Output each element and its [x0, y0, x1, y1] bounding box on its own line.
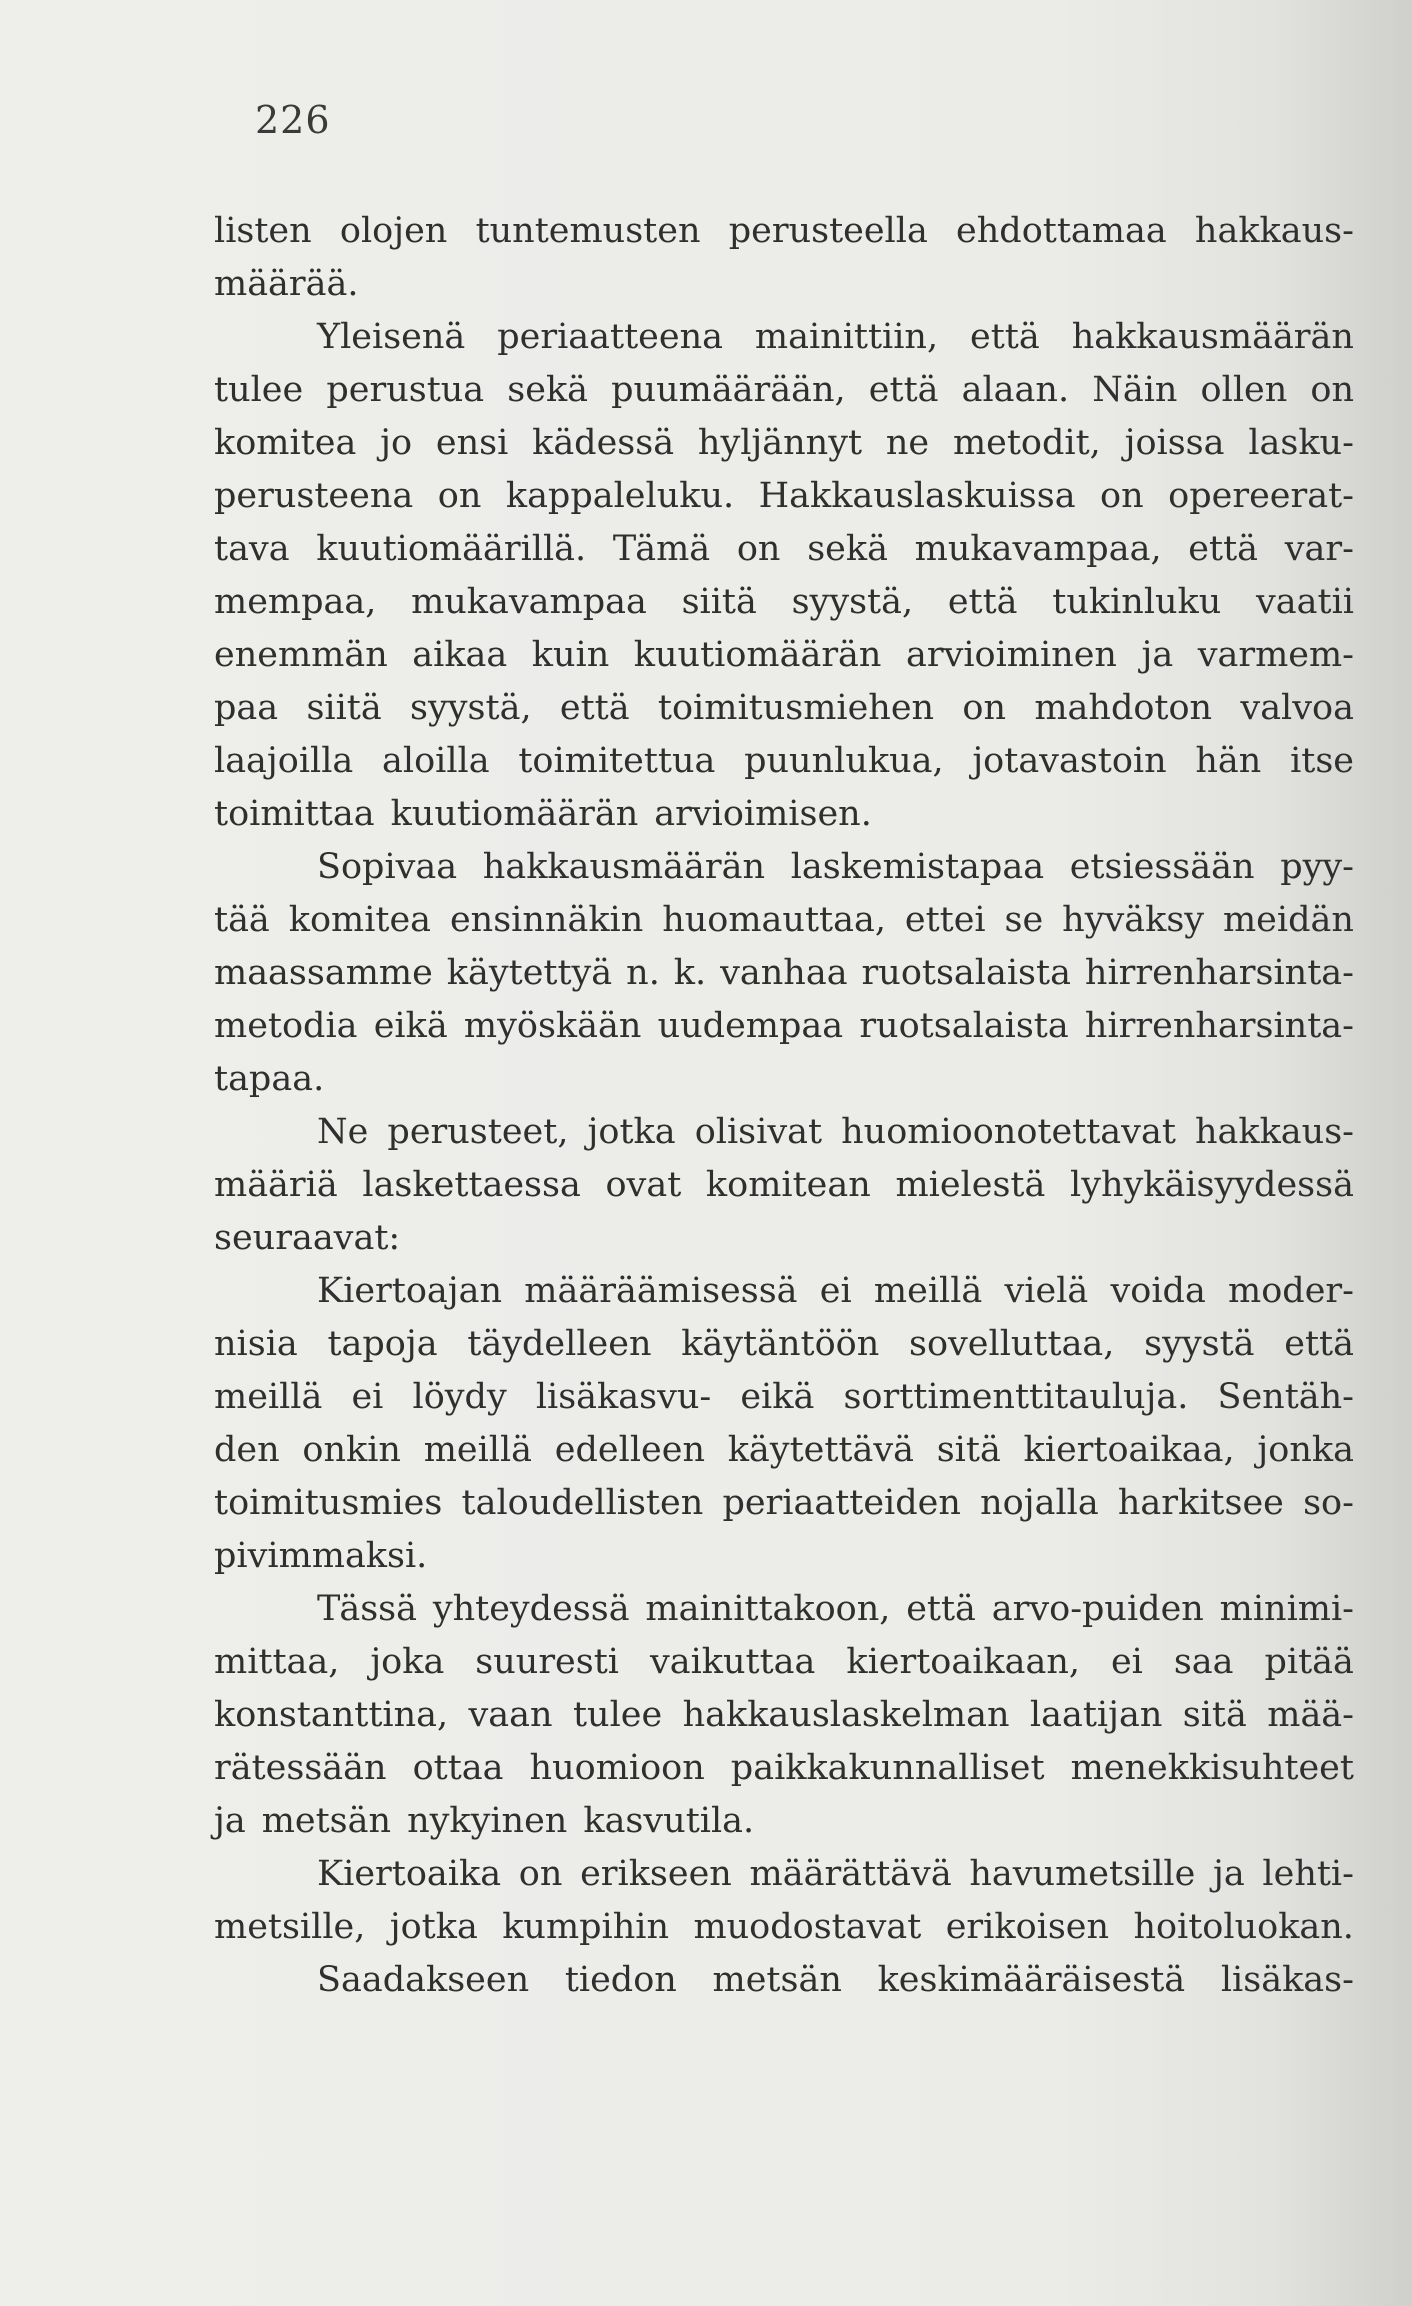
- word: sitä: [936, 1430, 1001, 1470]
- word: hakkaus-: [1194, 211, 1354, 251]
- word: lasku-: [1248, 423, 1354, 463]
- word: on: [518, 1854, 563, 1894]
- word: että: [1284, 1324, 1354, 1364]
- word: metodit,: [952, 423, 1101, 463]
- word: käytettävä: [727, 1430, 914, 1470]
- word: perusteet,: [387, 1112, 569, 1152]
- word: itse: [1290, 741, 1354, 781]
- word: olojen: [339, 211, 448, 251]
- word: mää-: [1267, 1695, 1354, 1735]
- word: ja: [214, 1801, 246, 1841]
- word: hän: [1195, 741, 1262, 781]
- text-line: [214, 364, 1354, 417]
- word: syystä,: [410, 688, 532, 728]
- word: mukavampaa: [411, 582, 647, 622]
- word: edelleen: [554, 1430, 705, 1470]
- word: se: [1004, 900, 1044, 940]
- word: ettei: [904, 900, 986, 940]
- word: kuin: [531, 635, 610, 675]
- word: yhteydessä: [432, 1589, 630, 1629]
- text-line: [214, 841, 1354, 894]
- text-line: [214, 1795, 1354, 1848]
- word: tiedon: [564, 1960, 677, 2000]
- text-line: [214, 417, 1354, 470]
- word: n.: [626, 953, 660, 993]
- word: toimitusmies: [214, 1483, 443, 1523]
- word: metsän: [712, 1960, 842, 2000]
- word: konstanttina,: [214, 1695, 449, 1735]
- word: eikä: [373, 1006, 448, 1046]
- text-line: [214, 1424, 1354, 1477]
- word: mempaa,: [214, 582, 377, 622]
- word: onkin: [302, 1430, 401, 1470]
- word: minimi-: [1219, 1589, 1354, 1629]
- word: on: [1100, 476, 1144, 516]
- text-line: [214, 258, 1354, 311]
- word: jonka: [1257, 1430, 1354, 1470]
- word: määrättävä: [749, 1854, 952, 1894]
- word: että: [559, 688, 630, 728]
- page-number: 226: [255, 98, 331, 142]
- word: Tässä: [317, 1589, 417, 1629]
- word: metsille,: [214, 1907, 366, 1947]
- word: lyhykäisyydessä: [1070, 1165, 1354, 1205]
- word: den: [214, 1430, 280, 1470]
- word: Kiertoaika: [317, 1854, 502, 1894]
- word: ja: [1213, 1854, 1245, 1894]
- word: ovat: [605, 1165, 682, 1205]
- text-line: [214, 1689, 1354, 1742]
- word: erikoisen: [945, 1907, 1110, 1947]
- word: Hakkauslaskuissa: [758, 476, 1076, 516]
- text-line: [214, 682, 1354, 735]
- word: meidän: [1222, 900, 1354, 940]
- word: tapoja: [327, 1324, 438, 1364]
- word: nisia: [214, 1324, 298, 1364]
- text-line: [214, 629, 1354, 682]
- word: puumäärään,: [611, 370, 846, 410]
- text-line: [214, 1053, 1354, 1106]
- word: uudempaa: [657, 1006, 844, 1046]
- word: on: [437, 476, 482, 516]
- word: harkitsee: [1117, 1483, 1284, 1523]
- word: hakkaus-: [1194, 1112, 1354, 1152]
- word: metsän: [261, 1801, 392, 1841]
- word: tulee: [214, 370, 304, 410]
- word: tukinluku: [1052, 582, 1222, 622]
- word: Saadakseen: [317, 1960, 530, 2000]
- word: mielestä: [895, 1165, 1046, 1205]
- word: kiertoaikaan,: [846, 1642, 1081, 1682]
- word: periaatteiden: [722, 1483, 961, 1523]
- word: muodostavat: [693, 1907, 922, 1947]
- word: että: [868, 370, 939, 410]
- word: hirrenharsinta-: [1084, 1006, 1354, 1046]
- word: Sopivaa: [317, 847, 458, 887]
- text-line: [214, 205, 1354, 258]
- word: mukavampaa,: [914, 529, 1162, 569]
- word: hakkauslaskelman: [682, 1695, 1010, 1735]
- word: kasvutila.: [583, 1801, 755, 1841]
- word: perusteella: [728, 211, 928, 251]
- word: var-: [1284, 529, 1354, 569]
- word: käytettyä: [446, 953, 613, 993]
- word: aikaa: [412, 635, 508, 675]
- word: varmem-: [1197, 635, 1354, 675]
- word: paa: [214, 688, 279, 728]
- word: erikseen: [580, 1854, 732, 1894]
- word: k.: [673, 953, 707, 993]
- word: arvioimisen.: [654, 794, 872, 834]
- word: perustua: [326, 370, 485, 410]
- word: ollen: [1200, 370, 1288, 410]
- word: menekkisuhteet: [1070, 1748, 1354, 1788]
- text-line: [214, 523, 1354, 576]
- word: vaan: [468, 1695, 553, 1735]
- word: tava: [214, 529, 290, 569]
- word: Näin: [1092, 370, 1178, 410]
- word: sekä: [507, 370, 589, 410]
- word: lehti-: [1262, 1854, 1354, 1894]
- word: arvioiminen: [905, 635, 1117, 675]
- word: ensi: [435, 423, 509, 463]
- word: on: [736, 529, 781, 569]
- word: vanhaa: [720, 953, 848, 993]
- word: että: [970, 317, 1040, 357]
- word: sitä: [1182, 1695, 1247, 1735]
- word: Yleisenä: [317, 317, 466, 357]
- word: että: [1188, 529, 1259, 569]
- text-line: [214, 1636, 1354, 1689]
- word: metodia: [214, 1006, 358, 1046]
- word: eikä: [740, 1377, 815, 1417]
- word: tää: [214, 900, 270, 940]
- word: ja: [1141, 635, 1174, 675]
- text-line: [214, 1901, 1354, 1954]
- text-line: [214, 1848, 1354, 1901]
- word: saa: [1173, 1642, 1234, 1682]
- word: listen: [214, 211, 312, 251]
- word: meillä: [214, 1377, 323, 1417]
- word: että: [906, 1589, 976, 1629]
- word: Ne: [317, 1112, 369, 1152]
- word: määrää.: [214, 264, 359, 304]
- word: olisivat: [694, 1112, 823, 1152]
- word: so-: [1303, 1483, 1354, 1523]
- body-text: [214, 205, 1354, 2007]
- word: sorttimenttitauluja.: [843, 1377, 1189, 1417]
- word: kuutiomäärän: [390, 794, 639, 834]
- word: lisäkas-: [1220, 1960, 1354, 2000]
- word: taloudellisten: [461, 1483, 704, 1523]
- word: jotavastoin: [972, 741, 1167, 781]
- word: ehdottamaa: [956, 211, 1167, 251]
- word: enemmän: [214, 635, 388, 675]
- word: rätessään: [214, 1748, 387, 1788]
- word: voida: [1110, 1271, 1206, 1311]
- text-line: [214, 1106, 1354, 1159]
- text-line: [214, 311, 1354, 364]
- word: löydy: [412, 1377, 507, 1417]
- text-line: [214, 1371, 1354, 1424]
- word: sovelluttaa,: [908, 1324, 1115, 1364]
- word: Tämä: [612, 529, 711, 569]
- word: arvo-puiden: [991, 1589, 1204, 1629]
- word: siitä: [306, 688, 382, 728]
- word: kuutiomäärillä.: [316, 529, 587, 569]
- text-line: [214, 1000, 1354, 1053]
- word: komitean: [705, 1165, 871, 1205]
- word: kiertoaikaa,: [1023, 1430, 1235, 1470]
- word: vaikuttaa: [649, 1642, 816, 1682]
- word: puunlukua,: [744, 741, 944, 781]
- text-line: [214, 947, 1354, 1000]
- word: huomioonotettavat: [841, 1112, 1176, 1152]
- word: paikkakunnalliset: [730, 1748, 1045, 1788]
- word: mahdoton: [1034, 688, 1213, 728]
- word: kappaleluku.: [505, 476, 735, 516]
- word: ruotsalaista: [859, 1006, 1069, 1046]
- word: ei: [351, 1377, 384, 1417]
- word: hoitoluokan.: [1133, 1907, 1354, 1947]
- word: määräämisessä: [524, 1271, 798, 1311]
- word: Sentäh-: [1217, 1377, 1354, 1417]
- word: on: [962, 688, 1007, 728]
- word: laatijan: [1029, 1695, 1163, 1735]
- word: hirrenharsinta-: [1084, 953, 1354, 993]
- word: komitea: [288, 900, 432, 940]
- word: havumetsille: [969, 1854, 1196, 1894]
- word: toimitusmiehen: [657, 688, 935, 728]
- word: nojalla: [980, 1483, 1099, 1523]
- word: periaatteena: [497, 317, 723, 357]
- word: tapaa.: [214, 1059, 325, 1099]
- word: hyljännyt: [697, 423, 863, 463]
- text-line: [214, 1742, 1354, 1795]
- word: komitea: [214, 423, 357, 463]
- word: pitää: [1264, 1642, 1354, 1682]
- word: tulee: [572, 1695, 663, 1735]
- word: pivimmaksi.: [214, 1536, 428, 1576]
- word: maassamme: [214, 953, 433, 993]
- word: moder-: [1228, 1271, 1354, 1311]
- word: jo: [380, 423, 413, 463]
- word: keskimääräisestä: [877, 1960, 1186, 2000]
- word: lisäkasvu-: [535, 1377, 712, 1417]
- word: hyväksy: [1062, 900, 1205, 940]
- text-line: [214, 1265, 1354, 1318]
- word: käytäntöön: [681, 1324, 880, 1364]
- word: siitä: [681, 582, 757, 622]
- text-line: [214, 1318, 1354, 1371]
- word: toimittaa: [214, 794, 375, 834]
- text-line: [214, 1530, 1354, 1583]
- word: Kiertoajan: [317, 1271, 503, 1311]
- word: hakkausmäärän: [482, 847, 766, 887]
- text-line: [214, 1159, 1354, 1212]
- word: syystä: [1144, 1324, 1255, 1364]
- text-line: [214, 894, 1354, 947]
- word: valvoa: [1240, 688, 1354, 728]
- word: jotka: [587, 1112, 676, 1152]
- text-line: [214, 735, 1354, 788]
- word: vielä: [1004, 1271, 1089, 1311]
- word: laskettaessa: [362, 1165, 581, 1205]
- text-line: [214, 1954, 1354, 2007]
- word: huomioon: [529, 1748, 705, 1788]
- word: toimitettua: [518, 741, 716, 781]
- word: alaan.: [961, 370, 1070, 410]
- word: meillä: [873, 1271, 983, 1311]
- word: jotka: [389, 1907, 478, 1947]
- word: sekä: [807, 529, 888, 569]
- word: seuraavat:: [214, 1218, 401, 1258]
- word: hakkausmäärän: [1071, 317, 1354, 357]
- text-line: [214, 470, 1354, 523]
- word: ruotsalaista: [861, 953, 1071, 993]
- word: ottaa: [412, 1748, 504, 1788]
- word: kädessä: [532, 423, 675, 463]
- word: ei: [819, 1271, 852, 1311]
- word: on: [1310, 370, 1354, 410]
- word: syystä,: [791, 582, 914, 622]
- word: että: [947, 582, 1018, 622]
- word: ensinnäkin: [449, 900, 644, 940]
- word: mittaa,: [214, 1642, 340, 1682]
- text-line: [214, 1212, 1354, 1265]
- word: kumpihin: [502, 1907, 670, 1947]
- word: joissa: [1124, 423, 1225, 463]
- word: huomauttaa,: [662, 900, 886, 940]
- word: ne: [885, 423, 930, 463]
- word: vaatii: [1256, 582, 1354, 622]
- word: määriä: [214, 1165, 338, 1205]
- word: pyy-: [1280, 847, 1354, 887]
- word: kuutiomäärän: [633, 635, 882, 675]
- word: opereerat-: [1168, 476, 1354, 516]
- word: mainittakoon,: [645, 1589, 891, 1629]
- word: etsiessään: [1069, 847, 1255, 887]
- word: myöskään: [463, 1006, 642, 1046]
- word: tuntemusten: [475, 211, 701, 251]
- text-line: [214, 1583, 1354, 1636]
- word: mainittiin,: [754, 317, 939, 357]
- text-line: [214, 576, 1354, 629]
- word: täydelleen: [467, 1324, 652, 1364]
- word: laskemistapaa: [790, 847, 1045, 887]
- word: aloilla: [382, 741, 490, 781]
- word: ei: [1110, 1642, 1143, 1682]
- word: perusteena: [214, 476, 414, 516]
- word: suuresti: [475, 1642, 619, 1682]
- word: laajoilla: [214, 741, 354, 781]
- word: nykyinen: [407, 1801, 568, 1841]
- word: joka: [370, 1642, 445, 1682]
- text-line: [214, 788, 1354, 841]
- word: meillä: [423, 1430, 533, 1470]
- text-line: [214, 1477, 1354, 1530]
